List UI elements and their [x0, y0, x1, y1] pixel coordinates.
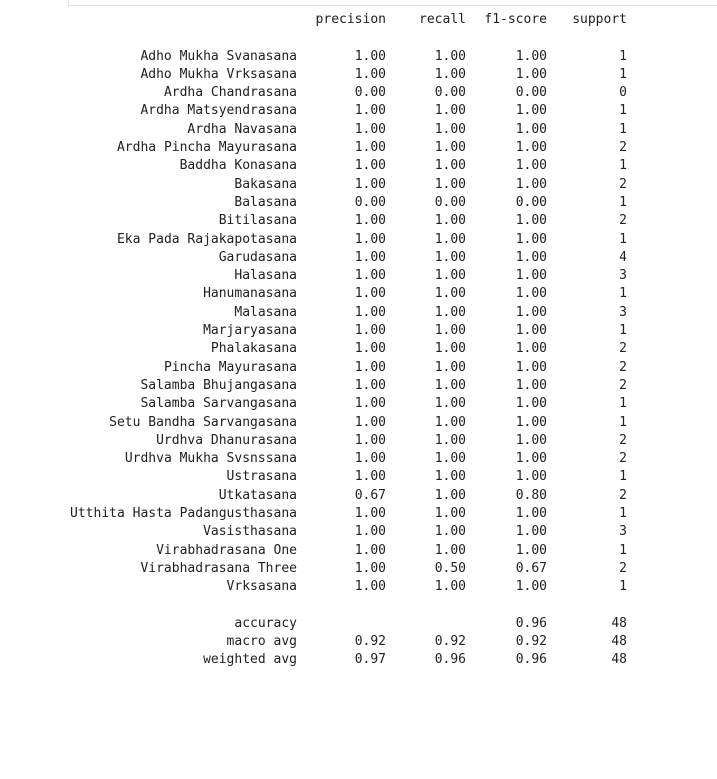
table-row	[0, 487, 717, 505]
table-row	[0, 176, 717, 194]
class-recall: 1.00	[434, 268, 466, 284]
class-recall: 1.00	[434, 121, 466, 137]
class-support: 2	[619, 341, 627, 357]
class-label: Malasana	[234, 304, 297, 320]
class-precision: 1.00	[354, 414, 386, 430]
class-recall: 1.00	[434, 396, 466, 412]
table-row	[0, 450, 717, 468]
class-precision: 0.67	[354, 487, 386, 503]
class-support: 2	[619, 451, 627, 467]
class-precision: 1.00	[354, 506, 386, 522]
table-row	[0, 121, 717, 139]
class-label: Phalakasana	[210, 341, 297, 357]
class-precision: 1.00	[354, 432, 386, 448]
class-recall: 1.00	[434, 377, 466, 393]
class-recall: 1.00	[434, 542, 466, 558]
class-recall: 1.00	[434, 249, 466, 265]
class-label: Garudasana	[218, 249, 297, 265]
class-support: 1	[619, 414, 627, 430]
accuracy-support: 48	[611, 615, 627, 631]
accuracy-label: accuracy	[234, 615, 297, 631]
table-row	[0, 414, 717, 432]
class-support: 1	[619, 121, 627, 137]
class-precision: 1.00	[354, 359, 386, 375]
macro-avg-row	[0, 633, 717, 651]
class-recall: 1.00	[434, 158, 466, 174]
class-f1-score: 0.00	[515, 85, 547, 101]
class-label: Balasana	[234, 194, 297, 210]
class-support: 1	[619, 194, 627, 210]
class-label: Marjaryasana	[203, 323, 297, 339]
table-row	[0, 157, 717, 175]
accuracy-f1: 0.96	[515, 615, 547, 631]
table-row	[0, 578, 717, 596]
class-label: Salamba Bhujangasana	[140, 377, 297, 393]
class-label: Utthita Hasta Padangusthasana	[70, 506, 297, 522]
spacer-row	[0, 29, 717, 47]
class-recall: 1.00	[434, 469, 466, 485]
class-label: Virabhadrasana One	[156, 542, 297, 558]
class-recall: 1.00	[434, 103, 466, 119]
class-recall: 1.00	[434, 341, 466, 357]
class-f1-score: 1.00	[515, 469, 547, 485]
header-recall: recall	[419, 12, 466, 27]
classification-report	[0, 11, 717, 670]
output-cell-border	[68, 0, 717, 6]
class-label: Ardha Navasana	[187, 121, 297, 137]
class-recall: 1.00	[434, 414, 466, 430]
table-row	[0, 212, 717, 230]
class-precision: 1.00	[354, 542, 386, 558]
weighted-avg-precision: 0.97	[354, 652, 386, 668]
class-f1-score: 1.00	[515, 66, 547, 82]
class-recall: 1.00	[434, 176, 466, 192]
class-precision: 1.00	[354, 451, 386, 467]
weighted-avg-f1: 0.96	[515, 652, 547, 668]
class-f1-score: 1.00	[515, 176, 547, 192]
table-row	[0, 285, 717, 303]
class-recall: 1.00	[434, 66, 466, 82]
class-precision: 1.00	[354, 213, 386, 229]
table-row	[0, 322, 717, 340]
class-precision: 1.00	[354, 560, 386, 576]
class-recall: 1.00	[434, 524, 466, 540]
class-label: Bitilasana	[218, 213, 297, 229]
class-f1-score: 1.00	[515, 506, 547, 522]
class-recall: 1.00	[434, 451, 466, 467]
class-f1-score: 1.00	[515, 451, 547, 467]
class-f1-score: 1.00	[515, 377, 547, 393]
class-f1-score: 1.00	[515, 524, 547, 540]
class-recall: 1.00	[434, 579, 466, 595]
header-support: support	[572, 12, 627, 27]
class-support: 1	[619, 579, 627, 595]
class-f1-score: 1.00	[515, 48, 547, 64]
class-precision: 1.00	[354, 176, 386, 192]
class-label: Virabhadrasana Three	[140, 560, 297, 576]
class-f1-score: 1.00	[515, 341, 547, 357]
table-row	[0, 304, 717, 322]
class-label: Pincha Mayurasana	[163, 359, 297, 375]
class-label: Adho Mukha Svanasana	[140, 48, 297, 64]
class-f1-score: 1.00	[515, 542, 547, 558]
class-precision: 1.00	[354, 231, 386, 247]
class-f1-score: 1.00	[515, 359, 547, 375]
class-label: Ardha Pincha Mayurasana	[116, 140, 297, 156]
class-support: 1	[619, 542, 627, 558]
class-f1-score: 1.00	[515, 103, 547, 119]
table-row	[0, 505, 717, 523]
weighted-avg-support: 48	[611, 652, 627, 668]
class-label: Hanumanasana	[203, 286, 297, 302]
class-label: Ardha Matsyendrasana	[140, 103, 297, 119]
class-precision: 1.00	[354, 304, 386, 320]
class-support: 1	[619, 286, 627, 302]
spacer-row	[0, 597, 717, 615]
macro-avg-support: 48	[611, 634, 627, 650]
class-precision: 1.00	[354, 396, 386, 412]
class-support: 1	[619, 158, 627, 174]
class-label: Ustrasana	[226, 469, 297, 485]
class-precision: 1.00	[354, 469, 386, 485]
class-recall: 1.00	[434, 359, 466, 375]
class-label: Setu Bandha Sarvangasana	[109, 414, 297, 430]
table-row	[0, 523, 717, 541]
class-precision: 1.00	[354, 121, 386, 137]
class-recall: 0.00	[434, 85, 466, 101]
class-recall: 1.00	[434, 48, 466, 64]
macro-avg-label: macro avg	[226, 634, 297, 650]
table-row	[0, 377, 717, 395]
table-row	[0, 84, 717, 102]
table-row	[0, 359, 717, 377]
class-precision: 1.00	[354, 341, 386, 357]
macro-avg-recall: 0.92	[434, 634, 466, 650]
class-f1-score: 1.00	[515, 432, 547, 448]
class-f1-score: 1.00	[515, 286, 547, 302]
class-recall: 1.00	[434, 231, 466, 247]
class-f1-score: 1.00	[515, 213, 547, 229]
weighted-avg-row	[0, 651, 717, 669]
class-support: 1	[619, 48, 627, 64]
class-support: 3	[619, 304, 627, 320]
class-precision: 1.00	[354, 158, 386, 174]
class-f1-score: 1.00	[515, 121, 547, 137]
class-recall: 1.00	[434, 323, 466, 339]
table-row	[0, 468, 717, 486]
table-row	[0, 267, 717, 285]
table-row	[0, 542, 717, 560]
class-label: Utkatasana	[218, 487, 297, 503]
table-row	[0, 48, 717, 66]
class-precision: 1.00	[354, 48, 386, 64]
class-recall: 1.00	[434, 487, 466, 503]
class-precision: 1.00	[354, 286, 386, 302]
class-support: 2	[619, 377, 627, 393]
class-f1-score: 0.80	[515, 487, 547, 503]
table-row	[0, 432, 717, 450]
class-recall: 0.00	[434, 194, 466, 210]
class-support: 2	[619, 213, 627, 229]
table-row	[0, 340, 717, 358]
class-support: 1	[619, 469, 627, 485]
class-label: Ardha Chandrasana	[163, 85, 297, 101]
class-f1-score: 0.00	[515, 194, 547, 210]
weighted-avg-recall: 0.96	[434, 652, 466, 668]
class-recall: 1.00	[434, 140, 466, 156]
class-f1-score: 1.00	[515, 268, 547, 284]
class-support: 1	[619, 396, 627, 412]
class-f1-score: 1.00	[515, 140, 547, 156]
class-recall: 0.50	[434, 560, 466, 576]
report-header-row	[0, 11, 717, 29]
class-support: 2	[619, 487, 627, 503]
class-f1-score: 1.00	[515, 323, 547, 339]
class-support: 2	[619, 560, 627, 576]
table-row	[0, 231, 717, 249]
class-label: Baddha Konasana	[179, 158, 297, 174]
class-recall: 1.00	[434, 286, 466, 302]
class-support: 0	[619, 85, 627, 101]
table-row	[0, 66, 717, 84]
class-label: Eka Pada Rajakapotasana	[116, 231, 297, 247]
header-precision: precision	[315, 12, 386, 27]
macro-avg-precision: 0.92	[354, 634, 386, 650]
class-label: Bakasana	[234, 176, 297, 192]
class-label: Urdhva Dhanurasana	[156, 432, 297, 448]
macro-avg-f1: 0.92	[515, 634, 547, 650]
class-precision: 0.00	[354, 194, 386, 210]
class-support: 1	[619, 103, 627, 119]
table-row	[0, 560, 717, 578]
class-label: Vrksasana	[226, 579, 297, 595]
class-recall: 1.00	[434, 506, 466, 522]
class-rows	[0, 48, 717, 597]
weighted-avg-label: weighted avg	[203, 652, 297, 668]
class-precision: 1.00	[354, 249, 386, 265]
class-support: 2	[619, 176, 627, 192]
table-row	[0, 139, 717, 157]
class-f1-score: 1.00	[515, 414, 547, 430]
table-row	[0, 249, 717, 267]
class-precision: 1.00	[354, 524, 386, 540]
class-recall: 1.00	[434, 432, 466, 448]
class-precision: 1.00	[354, 579, 386, 595]
class-label: Salamba Sarvangasana	[140, 396, 297, 412]
class-f1-score: 1.00	[515, 231, 547, 247]
header-f1-score: f1-score	[484, 12, 547, 27]
class-precision: 1.00	[354, 268, 386, 284]
class-f1-score: 1.00	[515, 249, 547, 265]
class-recall: 1.00	[434, 213, 466, 229]
accuracy-row	[0, 615, 717, 633]
class-f1-score: 1.00	[515, 396, 547, 412]
class-precision: 0.00	[354, 85, 386, 101]
class-f1-score: 1.00	[515, 579, 547, 595]
class-precision: 1.00	[354, 103, 386, 119]
class-support: 4	[619, 249, 627, 265]
class-precision: 1.00	[354, 66, 386, 82]
class-label: Adho Mukha Vrksasana	[140, 66, 297, 82]
table-row	[0, 194, 717, 212]
class-precision: 1.00	[354, 377, 386, 393]
class-support: 3	[619, 524, 627, 540]
class-precision: 1.00	[354, 140, 386, 156]
class-support: 2	[619, 359, 627, 375]
class-support: 1	[619, 323, 627, 339]
class-support: 3	[619, 268, 627, 284]
table-row	[0, 395, 717, 413]
class-support: 1	[619, 506, 627, 522]
class-support: 1	[619, 66, 627, 82]
class-f1-score: 1.00	[515, 304, 547, 320]
class-f1-score: 0.67	[515, 560, 547, 576]
class-label: Vasisthasana	[203, 524, 297, 540]
class-support: 2	[619, 140, 627, 156]
class-support: 2	[619, 432, 627, 448]
class-label: Urdhva Mukha Svsnssana	[124, 451, 297, 467]
class-f1-score: 1.00	[515, 158, 547, 174]
class-support: 1	[619, 231, 627, 247]
class-precision: 1.00	[354, 323, 386, 339]
class-recall: 1.00	[434, 304, 466, 320]
class-label: Halasana	[234, 268, 297, 284]
table-row	[0, 102, 717, 120]
